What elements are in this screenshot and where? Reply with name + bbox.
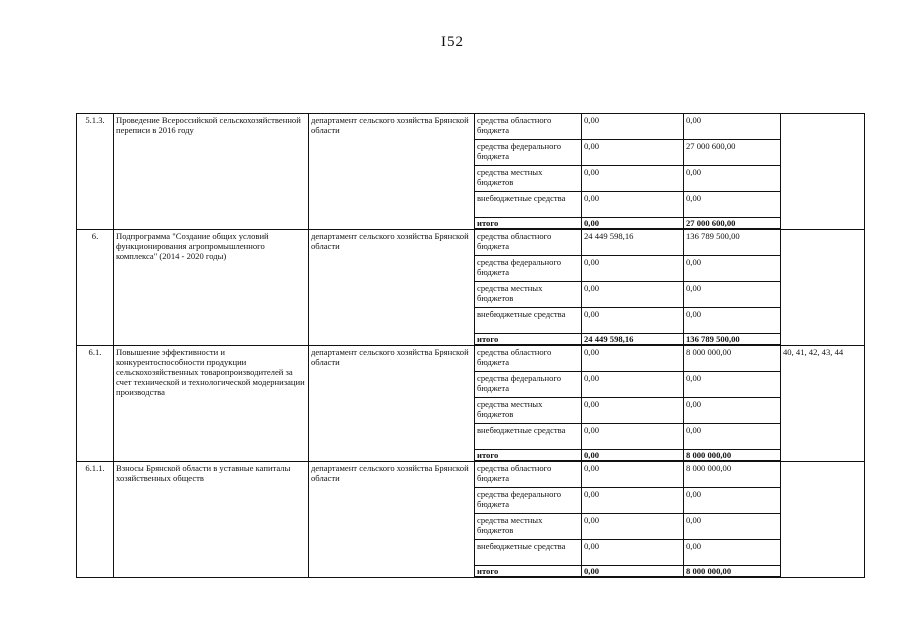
amount-cell: 0,00 [684, 514, 781, 540]
amount-cell: 0,00 [582, 461, 684, 488]
funding-source-label: средства местных бюджетов [475, 166, 582, 192]
item-title: Взносы Брянской области в уставные капиталы хозяйственных обществ [114, 461, 309, 577]
amount-cell: 0,00 [582, 488, 684, 514]
funding-source-label: средства областного бюджета [475, 345, 582, 372]
budget-table [76, 113, 865, 578]
amount-cell: 0,00 [582, 514, 684, 540]
amount-cell: 0,00 [582, 372, 684, 398]
amount-cell: 8 000 000,00 [684, 345, 781, 372]
funding-source-label: итого [475, 566, 582, 578]
amount-cell: 0,00 [582, 345, 684, 372]
amount-cell: 0,00 [582, 114, 684, 140]
amount-cell: 0,00 [582, 450, 684, 462]
amount-cell: 8 000 000,00 [684, 450, 781, 462]
indicator-numbers [781, 461, 865, 577]
amount-cell: 0,00 [582, 424, 684, 450]
amount-cell: 0,00 [684, 540, 781, 566]
amount-cell: 136 789 500,00 [684, 229, 781, 256]
amount-cell: 0,00 [684, 282, 781, 308]
amount-cell: 0,00 [582, 308, 684, 334]
amount-cell: 24 449 598,16 [582, 334, 684, 346]
funding-source-label: внебюджетные средства [475, 192, 582, 218]
amount-cell: 136 789 500,00 [684, 334, 781, 346]
amount-cell: 24 449 598,16 [582, 229, 684, 256]
amount-cell: 0,00 [582, 566, 684, 578]
amount-cell: 27 000 600,00 [684, 140, 781, 166]
amount-cell: 0,00 [684, 372, 781, 398]
amount-cell: 0,00 [582, 540, 684, 566]
funding-source-label: средства областного бюджета [475, 461, 582, 488]
funding-source-label: средства областного бюджета [475, 229, 582, 256]
funding-source-label: итого [475, 334, 582, 346]
amount-cell: 0,00 [582, 282, 684, 308]
amount-cell: 0,00 [684, 308, 781, 334]
table-row [77, 229, 865, 256]
indicator-numbers [781, 114, 865, 230]
amount-cell: 0,00 [582, 398, 684, 424]
funding-source-label: средства местных бюджетов [475, 398, 582, 424]
amount-cell: 8 000 000,00 [684, 461, 781, 488]
amount-cell: 0,00 [684, 114, 781, 140]
funding-source-label: средства областного бюджета [475, 114, 582, 140]
funding-source-label: средства федерального бюджета [475, 140, 582, 166]
funding-source-label: средства федерального бюджета [475, 256, 582, 282]
funding-source-label: внебюджетные средства [475, 308, 582, 334]
funding-source-label: средства местных бюджетов [475, 514, 582, 540]
budget-table-body [77, 114, 865, 578]
funding-source-label: средства федерального бюджета [475, 372, 582, 398]
table-row [77, 114, 865, 140]
amount-cell: 0,00 [684, 256, 781, 282]
funding-source-label: средства федерального бюджета [475, 488, 582, 514]
table-row [77, 345, 865, 372]
amount-cell: 0,00 [582, 192, 684, 218]
responsible-department: департамент сельского хозяйства Брянской области [309, 345, 475, 461]
item-number: 6. [77, 229, 114, 345]
amount-cell: 0,00 [684, 398, 781, 424]
item-title: Подпрограмма "Создание общих условий функционирования агропромышленного комплекса" (2014 - 2020 годы) [114, 229, 309, 345]
item-number: 6.1.1. [77, 461, 114, 577]
item-number: 6.1. [77, 345, 114, 461]
responsible-department: департамент сельского хозяйства Брянской области [309, 114, 475, 230]
indicator-numbers: 40, 41, 42, 43, 44 [781, 345, 865, 461]
amount-cell: 27 000 600,00 [684, 218, 781, 230]
amount-cell: 0,00 [684, 192, 781, 218]
amount-cell: 8 000 000,00 [684, 566, 781, 578]
funding-source-label: итого [475, 450, 582, 462]
table-row [77, 461, 865, 488]
responsible-department: департамент сельского хозяйства Брянской области [309, 461, 475, 577]
amount-cell: 0,00 [684, 424, 781, 450]
item-number: 5.1.3. [77, 114, 114, 230]
amount-cell: 0,00 [582, 140, 684, 166]
funding-source-label: внебюджетные средства [475, 424, 582, 450]
page-number: I52 [441, 34, 464, 50]
item-title: Проведение Всероссийской сельскохозяйственной переписи в 2016 году [114, 114, 309, 230]
funding-source-label: внебюджетные средства [475, 540, 582, 566]
amount-cell: 0,00 [684, 166, 781, 192]
item-title: Повышение эффективности и конкурентоспособности продукции сельскохозяйственных товаропроизводителей за счет технической и технологической модернизации производства [114, 345, 309, 461]
funding-source-label: средства местных бюджетов [475, 282, 582, 308]
amount-cell: 0,00 [582, 218, 684, 230]
amount-cell: 0,00 [684, 488, 781, 514]
amount-cell: 0,00 [582, 256, 684, 282]
amount-cell: 0,00 [582, 166, 684, 192]
responsible-department: департамент сельского хозяйства Брянской области [309, 229, 475, 345]
funding-source-label: итого [475, 218, 582, 230]
indicator-numbers [781, 229, 865, 345]
